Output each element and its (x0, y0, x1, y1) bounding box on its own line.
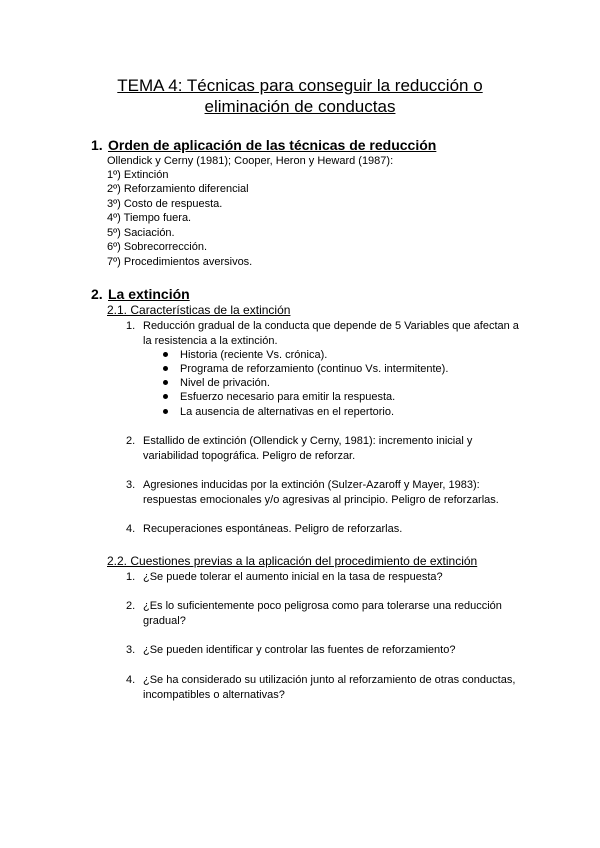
list-item-number: 4. (126, 674, 136, 686)
section-1-number: 1. (91, 137, 103, 153)
list-item-number: 2. (126, 600, 136, 612)
order-item: 1º) Extinción (107, 169, 169, 181)
bullet-text: Nivel de privación. (180, 377, 270, 389)
list-item-number: 1. (126, 571, 136, 583)
list-item-line: ¿Se ha considerado su utilización junto al reforzamiento de otras conductas, (143, 674, 516, 686)
list-item-line: Estallido de extinción (Ollendick y Cerny, 1981): incremento inicial y (143, 435, 473, 447)
section-1-intro: Ollendick y Cerny (1981); Cooper, Heron y Heward (1987): (107, 155, 394, 167)
list-item-line: ¿Se pueden identificar y controlar las fuentes de reforzamiento? (143, 644, 456, 656)
order-item: 6º) Sobrecorrección. (107, 241, 208, 253)
list-item-text (143, 478, 533, 508)
subsection-2-1-heading: 2.1. Características de la extinción (107, 303, 291, 317)
order-item: 4º) Tiempo fuera. (107, 212, 192, 224)
list-item-line: ¿Se puede tolerar el aumento inicial en la tasa de respuesta? (143, 571, 443, 583)
subsection-2-2-heading: 2.2. Cuestiones previas a la aplicación del procedimiento de extinción (107, 554, 478, 568)
section-2-number: 2. (91, 286, 103, 302)
list-item-number: 1. (126, 320, 136, 332)
list-item-text (143, 599, 533, 629)
list-item-text (143, 570, 533, 585)
title-line-2: eliminación de conductas (204, 97, 396, 116)
list-item-text (143, 319, 533, 349)
bullet-dot-icon (163, 366, 168, 371)
bullet-dot-icon (163, 394, 168, 399)
list-item-line: Reducción gradual de la conducta que depende de 5 Variables que afectan a (143, 320, 519, 332)
order-item: 7º) Procedimientos aversivos. (107, 256, 253, 268)
list-item-line: ¿Es lo suficientemente poco peligrosa como para tolerarse una reducción (143, 600, 502, 612)
list-item-number: 4. (126, 523, 136, 535)
section-1-heading (91, 137, 436, 153)
bullet-text: Esfuerzo necesario para emitir la respuesta. (180, 391, 396, 403)
list-item-line: Recuperaciones espontáneas. Peligro de reforzarlas. (143, 523, 403, 535)
list-item-line: variabilidad topográfica. Peligro de reforzar. (143, 450, 356, 462)
bullet-text: La ausencia de alternativas en el repertorio. (180, 406, 395, 418)
list-item-text (143, 434, 533, 464)
bullet-text: Historia (reciente Vs. crónica). (180, 349, 328, 361)
section-1-title: Orden de aplicación de las técnicas de reducción (108, 137, 437, 153)
bullet-dot-icon (163, 380, 168, 385)
page-title (0, 75, 600, 117)
list-item-text (143, 522, 533, 537)
order-item: 2º) Reforzamiento diferencial (107, 183, 249, 195)
order-item: 5º) Saciación. (107, 227, 175, 239)
bullet-dot-icon (163, 352, 168, 357)
section-2-title: La extinción (108, 286, 190, 302)
list-item-line: Agresiones inducidas por la extinción (Sulzer-Azaroff y Mayer, 1983): (143, 479, 480, 491)
list-item-text (143, 643, 533, 658)
list-item-line: gradual? (143, 615, 186, 627)
section-2-heading (91, 286, 190, 302)
list-item-line: incompatibles o alternativas? (143, 689, 285, 701)
bullet-dot-icon (163, 409, 168, 414)
list-item-text (143, 673, 533, 703)
title-line-1: TEMA 4: Técnicas para conseguir la reducción o (117, 76, 483, 95)
list-item-line: la resistencia a la extinción. (143, 335, 278, 347)
bullet-text: Programa de reforzamiento (continuo Vs. intermitente). (180, 363, 449, 375)
list-item-number: 3. (126, 644, 136, 656)
list-item-number: 3. (126, 479, 136, 491)
list-item-number: 2. (126, 435, 136, 447)
order-item: 3º) Costo de respuesta. (107, 198, 223, 210)
list-item-line: respuestas emocionales y/o agresivas al principio. Peligro de reforzarlas. (143, 494, 499, 506)
